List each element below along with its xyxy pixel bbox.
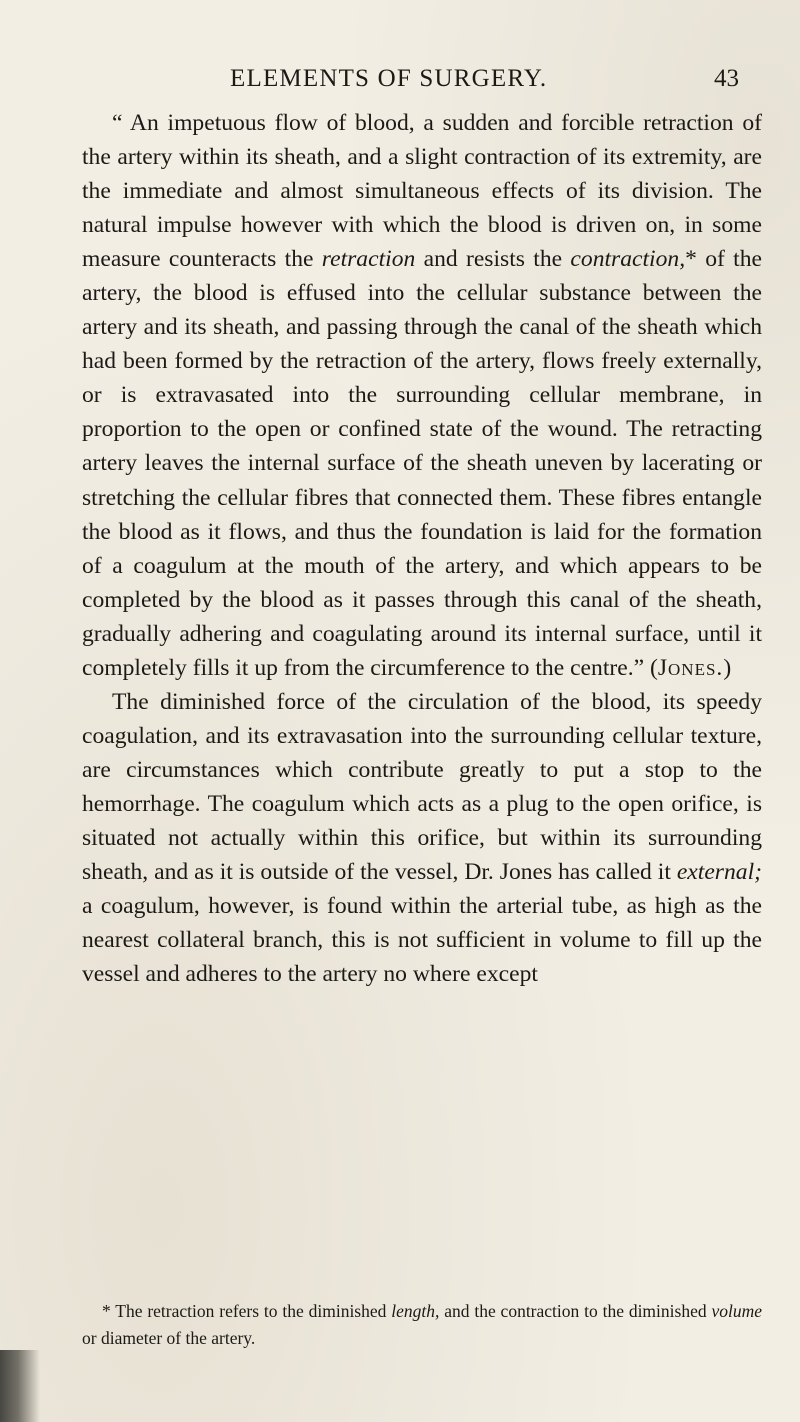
footnote [82,1298,762,1352]
paragraph-1-text: * of the artery, the blood is effused into the cellular substance between the artery and its sheath, and passing through the canal of the sheath which had been formed by the retraction of the artery, flows freely externally, or is extravasated into the surrounding cellular membrane, in proportion to the open or confined state of the wound. The retracting artery leaves the internal surface of the sheath uneven by lacerating or stretching the cellular fibres that connected them. These fibres entangle the blood as it flows, and thus the foundation is laid for the formation of a coagulum at the mouth of the artery, and which appears to be completed by the blood as it passes through this canal of the sheath, gradually adhering and coagulating around its internal surface, until it completely fills it up from the circumference to the centre.” ( [82,246,763,681]
paragraph-1-text: ) [723,654,732,681]
footnote-part: or diameter of the artery. [82,1328,256,1348]
paragraph-2-text: a coagulum, however, is found within the arterial tube, as high as the nearest collateral branch, this is not sufficient in volume to fill up the vessel and adheres to the artery no where except [82,893,762,988]
paragraph-2-text: The diminished force of the circulation of the blood, its speedy coagulation, and its extravasation into the surrounding cellular texture, are circumstances which contribute greatly to put a stop to the hemorrhage. The coagulum which acts as a plug to the open orifice, is situated not actually within this orifice, but within its surrounding sheath, and as it is outside of the vessel, Dr. Jones has called it [82,688,762,886]
footnote-part: and the contraction to the diminished [439,1301,712,1321]
paragraph-1-text: and resists the [415,246,571,273]
footnote-part: * The retraction refers to the diminished [102,1301,392,1321]
running-head [0,62,800,96]
author-citation: Jones. [657,654,724,681]
paragraph-quotation [82,106,762,685]
italic-external: external; [676,859,762,886]
footnote-text [82,1298,762,1352]
binding-edge-stain [0,1350,40,1422]
paragraph-commentary [82,685,762,991]
italic-length: length, [391,1301,440,1321]
italic-contraction: contraction, [570,246,686,273]
body-text [82,106,762,991]
italic-volume: volume [711,1301,762,1321]
paragraph-1-text: “ An impetuous flow of blood, a sudden and forcible retraction of the artery within its sheath, and a slight contraction of its extremity, are the immediate and almost simultaneous effects of its division. The natural impulse however with which the blood is driven on, in some measure counteracts the [82,110,762,273]
page-number: 43 [714,65,739,92]
italic-retraction: retraction [321,246,416,273]
running-head-title: ELEMENTS OF SURGERY. [230,65,548,92]
